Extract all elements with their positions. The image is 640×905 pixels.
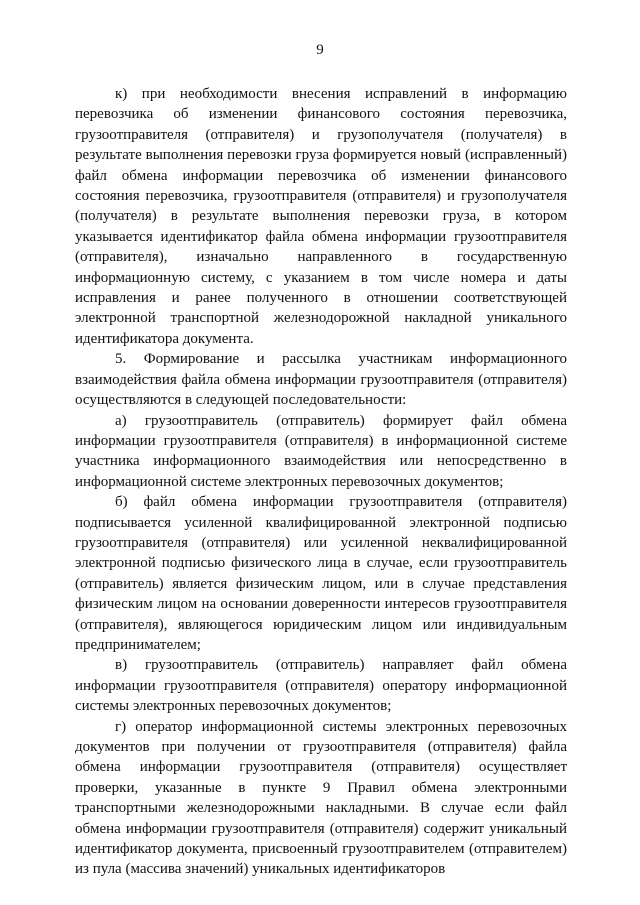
page-number: 9: [316, 42, 324, 58]
document-body: [75, 84, 567, 880]
paragraph-v-sending: в) грузоотправитель (отправитель) направляет файл обмена информации грузоотправителя (отправителя) оператору информационной системы электронных перевозочных документов;: [75, 657, 567, 715]
paragraph-g-checking: г) оператор информационной системы электронных перевозочных документов при получении от грузоотправителя (отправителя) файла обмена информации грузоотправителя (отправителя) осуществляет проверки, указанные в пункте 9 Правил обмена электронными транспортными железнодорожными накладными. В случае если файл обмена информации грузоотправителя (отправителя) содержит уникальный идентификатор документа, присвоенный грузоотправителем (отправителем) из пула (массива значений) уникальных идентификаторов: [75, 718, 567, 878]
paragraph-a-forming: а) грузоотправитель (отправитель) формирует файл обмена информации грузоотправителя (отправителя) в информационной системе участника информационного взаимодействия или непосредственно в информационной системе электронных перевозочных документов;: [75, 412, 567, 490]
paragraph-k-correction: к) при необходимости внесения исправлений в информацию перевозчика об изменении финансового состояния перевозчика, грузоотправителя (отправителя) и грузополучателя (получателя) в результате выполнения перевозки груза формируется новый (исправленный) файл обмена информации перевозчика об изменении финансового состояния перевозчика, грузоотправителя (отправителя) и грузополучателя (получателя) в результате выполнения перевозки груза, в котором указывается идентификатор файла обмена информации грузоотправителя (отправителя), изначально направленного в государственную информационную систему, с указанием в том числе номера и даты исправления и ранее полученного в отношении соответствующей электронной транспортной железнодорожной накладной уникального идентификатора документа.: [75, 86, 567, 347]
paragraph-b-signing: б) файл обмена информации грузоотправителя (отправителя) подписывается усиленной квалифицированной электронной подписью грузоотправителя (отправителя) или усиленной неквалифицированной электронной подписью физического лица в случае, если грузоотправитель (отправитель) является физическим лицом, или в случае представления физическим лицом на основании доверенности интересов грузоотправителя (отправителя), являющегося юридическим лицом или индивидуальным предпринимателем;: [75, 494, 567, 653]
paragraph-5-sequence: 5. Формирование и рассылка участникам информационного взаимодействия файла обмена информации грузоотправителя (отправителя) осуществляются в следующей последовательности:: [75, 351, 567, 409]
